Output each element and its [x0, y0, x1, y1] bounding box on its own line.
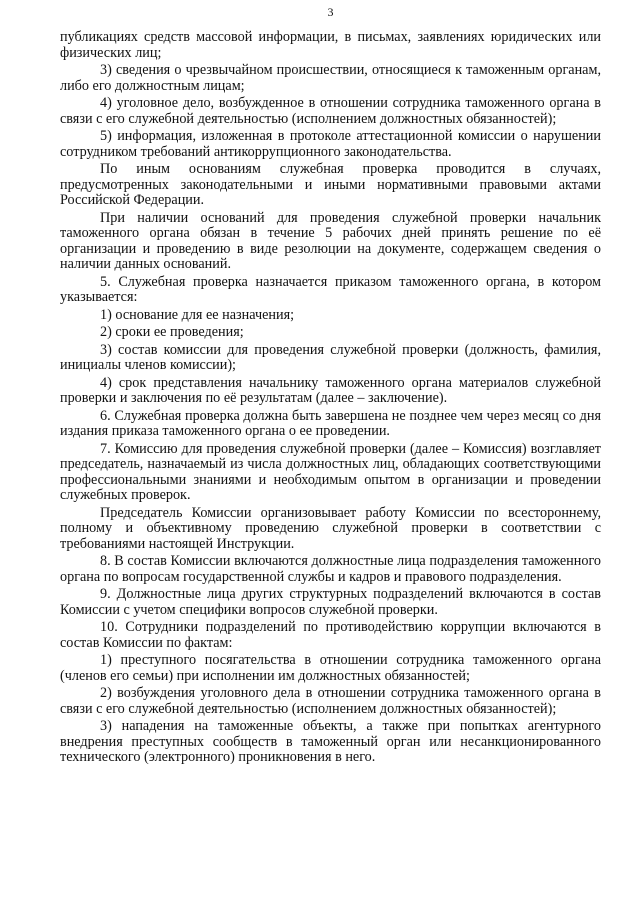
paragraph: 9. Должностные лица других структурных подразделений включаются в состав Комиссии с учетом специфики вопросов служебной проверки. [60, 586, 601, 618]
paragraph: 4) уголовное дело, возбужденное в отношении сотрудника таможенного органа в связи с его служебной деятельностью (исполнением должностных обязанностей); [60, 95, 601, 127]
paragraph: 3) нападения на таможенные объекты, а также при попытках агентурного внедрения преступных сообществ в таможенный орган или несанкционированного технического (электронного) проникновения в него. [60, 718, 601, 765]
page-number: 3 [327, 5, 334, 19]
paragraph: 10. Сотрудники подразделений по противодействию коррупции включаются в состав Комиссии по фактам: [60, 619, 601, 651]
paragraph: По иным основаниям служебная проверка проводится в случаях, предусмотренных законодательными и иными нормативными правовыми актами Российской Федерации. [60, 161, 601, 208]
paragraph: 3) сведения о чрезвычайном происшествии, относящиеся к таможенным органам, либо его должностным лицам; [60, 62, 601, 94]
paragraph: 8. В состав Комиссии включаются должностные лица подразделения таможенного органа по вопросам государственной службы и кадров и правового подразделения. [60, 553, 601, 585]
paragraph: 5) информация, изложенная в протоколе аттестационной комиссии о нарушении сотрудником требований антикоррупционного законодательства. [60, 128, 601, 160]
paragraph: 3) состав комиссии для проведения служебной проверки (должность, фамилия, инициалы членов комиссии); [60, 341, 601, 373]
paragraph: При наличии оснований для проведения служебной проверки начальник таможенного органа обязан в течение 5 рабочих дней принять решение по её организации и проведению в виде резолюции на документе, содержащем сведения о наличии данных оснований. [60, 209, 601, 272]
paragraph: 2) возбуждения уголовного дела в отношении сотрудника таможенного органа в связи с его служебной деятельностью (исполнением должностных обязанностей); [60, 685, 601, 717]
paragraph: 2) сроки ее проведения; [100, 324, 244, 340]
paragraph: 6. Служебная проверка должна быть завершена не позднее чем через месяц со дня издания приказа таможенного органа о ее проведении. [60, 407, 601, 439]
paragraph: 5. Служебная проверка назначается приказом таможенного органа, в котором указывается: [60, 273, 601, 305]
paragraph: 1) основание для ее назначения; [100, 306, 295, 323]
paragraph: 4) срок представления начальнику таможенного органа материалов служебной проверки и заключения по её результатам (далее – заключение). [60, 374, 601, 406]
paragraph: Председатель Комиссии организовывает работу Комиссии по всестороннему, полному и объективному проведению служебной проверки в соответствии с требованиями настоящей Инструкции. [60, 504, 601, 552]
paragraph: публикациях средств массовой информации, в письмах, заявлениях юридических или физических лиц; [60, 29, 601, 61]
paragraph: 1) преступного посягательства в отношении сотрудника таможенного органа (членов его семьи) при исполнении им должностных обязанностей; [60, 652, 601, 684]
paragraph: 7. Комиссию для проведения служебной проверки (далее – Комиссия) возглавляет председатель, назначаемый из числа должностных лиц, обладающих соответствующими профессиональными знаниями и необходимым опытом в организации и проведении служебных проверок. [60, 440, 601, 503]
